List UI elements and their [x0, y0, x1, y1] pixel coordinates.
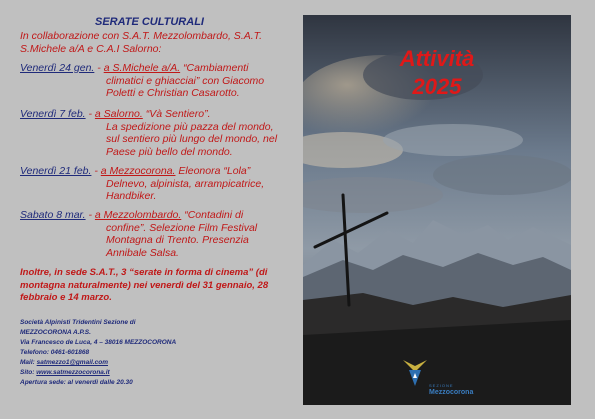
event-desc-line: “Cambiamenti — [183, 62, 249, 74]
event-desc-line: climatici e ghiacciai” con Giacomo — [106, 74, 265, 87]
event-desc-line: “Contadini di — [184, 209, 244, 221]
intro-text: In collaborazione con S.A.T. Mezzolombardo, S.A.T. S.Michele a/A e C.A.I Salorno: — [20, 30, 263, 55]
event-desc-line: Paese più bello del mondo. — [106, 145, 233, 158]
hero-title — [303, 45, 571, 101]
contact-phone: Telefono: 0461-601868 — [20, 349, 90, 356]
event-date: Venerdì 21 feb. — [20, 165, 92, 177]
contact-mail-link[interactable]: satmezzo1@gmail.com — [36, 359, 108, 366]
event-date: Sabato 8 mar. — [20, 209, 86, 221]
logo-name: Mezzocorona — [429, 389, 474, 396]
event-desc-line: sul sentiero più lungo del mondo, nel — [106, 133, 278, 145]
event-item: Sabato 8 mar. - a Mezzolombardo. “Contadini di confine”. Selezione Film Festival Montagna di Trento. Presenzia Annibale Salsa. — [20, 209, 295, 259]
event-desc-line: Delnevo, alpinista, arrampicatrice, — [106, 177, 265, 190]
event-desc-line: Eleonora “Lola” — [178, 165, 251, 177]
event-date: Venerdì 24 gen. — [20, 62, 95, 74]
contact-block — [20, 318, 295, 388]
event-desc-line: Handbiker. — [106, 190, 157, 202]
hero-title-line2: 2025 — [412, 74, 462, 99]
page-title: SERATE CULTURALI — [95, 16, 204, 28]
contact-site-link[interactable]: www.satmezzocorona.it — [36, 369, 110, 376]
event-item: Venerdì 24 gen. - a S.Michele a/A. “Cambiamenti climatici e ghiacciai” con Giacomo Poletti e Christian Casarotto. — [20, 62, 295, 100]
hero-photo-panel — [303, 15, 571, 405]
event-place: a Mezzolombardo. — [94, 209, 182, 221]
contact-hours: Apertura sede: al venerdì dalle 20.30 — [20, 379, 133, 386]
logo-section-label: SEZIONE — [429, 383, 454, 388]
event-desc-line: confine”. Selezione Film Festival — [106, 221, 258, 234]
contact-org: Società Alpinisti Tridentini Sezione di — [20, 319, 136, 326]
contact-address: Via Francesco de Luca, 4 – 38016 MEZZOCORONA — [20, 339, 177, 346]
contact-name: MEZZOCORONA A.P.S. — [20, 329, 91, 336]
event-desc-line: Montagna di Trento. Presenzia — [106, 234, 249, 246]
event-desc-line: “Và Sentiero”. — [145, 108, 211, 120]
contact-mail-label: Mail: — [20, 359, 37, 366]
event-place: a Salorno. — [94, 108, 143, 120]
event-desc-line: La spedizione più pazza del mondo, — [106, 120, 274, 133]
event-desc-line: Poletti e Christian Casarotto. — [106, 87, 240, 99]
event-place: a S.Michele a/A. — [103, 62, 181, 74]
event-place: a Mezzocorona. — [100, 165, 176, 177]
hero-title-line1: Attività — [399, 46, 475, 71]
event-item: Venerdì 21 feb. - a Mezzocorona. Eleonora “Lola” Delnevo, alpinista, arrampicatrice, Handbiker. — [20, 165, 295, 203]
event-desc-line: Annibale Salsa. — [106, 246, 179, 259]
contact-site-label: Sito: — [20, 369, 37, 376]
event-item: Venerdì 7 feb. - a Salorno. “Và Sentiero”. La spedizione più pazza del mondo, sul sentiero più lungo del mondo, nel Paese più bello del mondo. — [20, 108, 295, 158]
cinema-note: Inoltre, in sede S.A.T., 3 “serate in forma di cinema” (di montagna naturalmente) nei venerdì del 31 gennaio, 28 febbraio e 14 marzo. — [20, 267, 269, 303]
event-date: Venerdì 7 feb. — [20, 108, 86, 120]
